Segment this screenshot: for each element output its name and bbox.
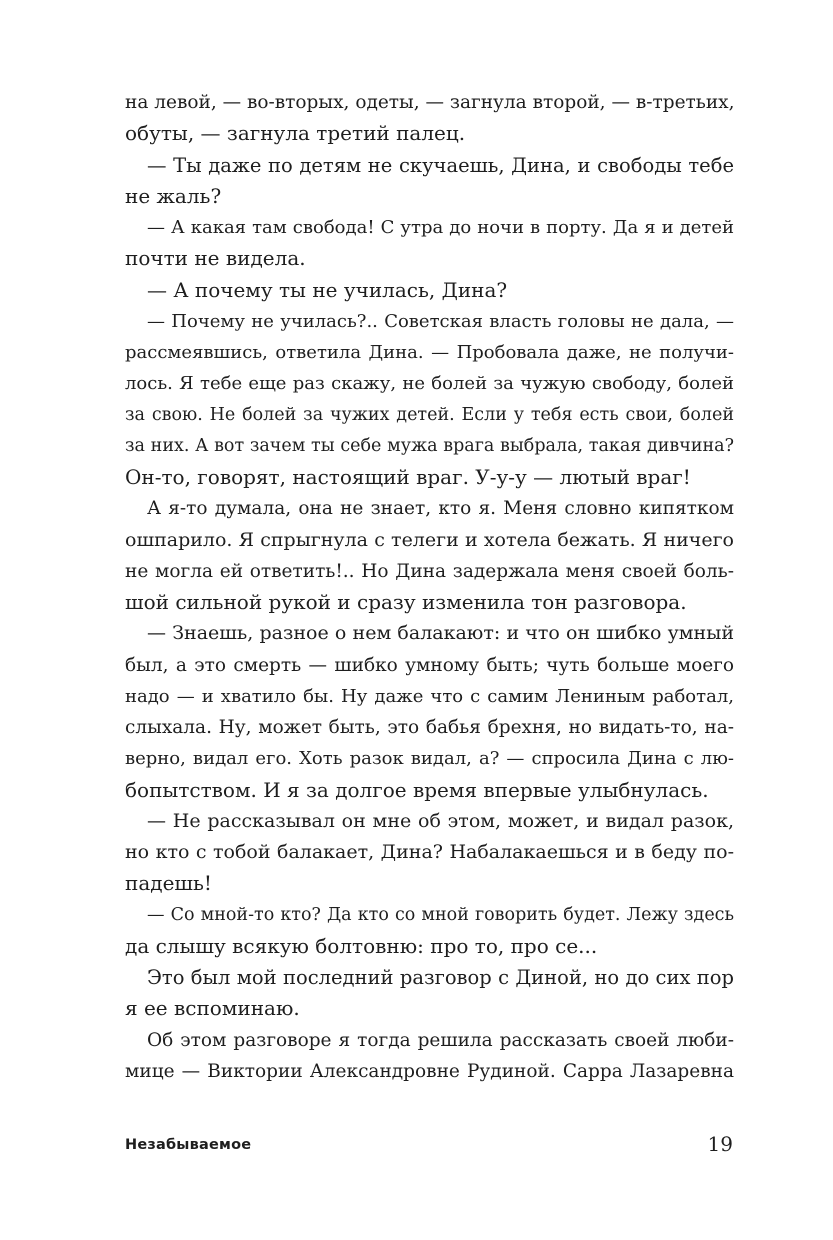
text-line: — Знаешь, разное о нем балакают: и что он шибко умный — [147, 622, 734, 645]
text-line: — Ты даже по детям не скучаешь, Дина, и свободы тебе — [147, 153, 734, 177]
body-text — [125, 87, 734, 1087]
text-line: — А какая там свобода! С утра до ночи в порту. Да я и детей — [147, 217, 734, 238]
text-line: я ее вспоминаю. — [125, 996, 300, 1021]
text-line: почти не видела. — [125, 246, 306, 271]
text-line: падешь! — [125, 871, 212, 896]
text-line: за свою. Не болей за чужих детей. Если у тебя есть свои, болей — [125, 404, 734, 425]
text-line: за них. А вот зачем ты себе мужа врага выбрала, такая дивчина? — [125, 435, 734, 456]
text-line: не жаль? — [125, 183, 222, 208]
text-line: шой сильной рукой и сразу изменила тон разговора. — [125, 590, 687, 614]
text-line: слыхала. Ну, может быть, это бабья брехня, но видать-то, на- — [125, 717, 734, 738]
text-line: Об этом разговоре я тогда решила рассказать своей люби- — [147, 1029, 734, 1051]
text-line: — Со мной-то кто? Да кто со мной говорить будет. Лежу здесь — [147, 904, 734, 925]
text-line: ошпарило. Я спрыгнула с телеги и хотела бежать. Я ничего — [125, 528, 734, 551]
running-footer-title: Незабываемое — [125, 1137, 252, 1153]
text-line: лось. Я тебе еще раз скажу, не болей за чужую свободу, болей — [125, 373, 734, 395]
text-line: — А почему ты не училась, Дина? — [147, 277, 508, 302]
page-number: 19 — [707, 1132, 733, 1156]
text-line: не могла ей ответить!.. Но Дина задержала меня своей боль- — [125, 560, 734, 582]
text-line: Это был мой последний разговор с Диной, но до сих пор — [147, 966, 734, 989]
text-line: — Почему не училась?.. Советская власть головы не дала, — — [147, 310, 734, 332]
text-line: был, а это смерть — шибко умному быть; чуть больше моего — [125, 654, 734, 676]
text-line: мице — Виктории Александровне Рудиной. Сарра Лазаревна — [125, 1060, 734, 1082]
text-line: да слышу всякую болтовню: про то, про се... — [125, 933, 598, 958]
text-line: А я-то думала, она не знает, кто я. Меня словно кипятком — [147, 498, 734, 520]
text-line: — Не рассказывал он мне об этом, может, и видал разок, — [147, 809, 734, 832]
text-line: бопытством. И я за долгое время впервые улыбнулась. — [125, 777, 709, 802]
text-line: рассмеявшись, ответила Дина. — Пробовала даже, не получи- — [125, 342, 734, 363]
text-line: но кто с тобой балакает, Дина? Набалакаешься и в беду по- — [125, 841, 734, 863]
text-line: на левой, — во-вторых, одеты, — загнула второй, — в-третьих, — [125, 92, 735, 113]
text-line: Он-то, говорят, настоящий враг. У-у-у — лютый враг! — [125, 465, 691, 489]
text-line: надо — и хватило бы. Ну даже что с самим Лениным работал, — [125, 685, 734, 707]
text-line: верно, видал его. Хоть разок видал, а? — спросила Дина с лю- — [125, 748, 734, 770]
text-line: обуты, — загнула третий палец. — [125, 121, 466, 146]
